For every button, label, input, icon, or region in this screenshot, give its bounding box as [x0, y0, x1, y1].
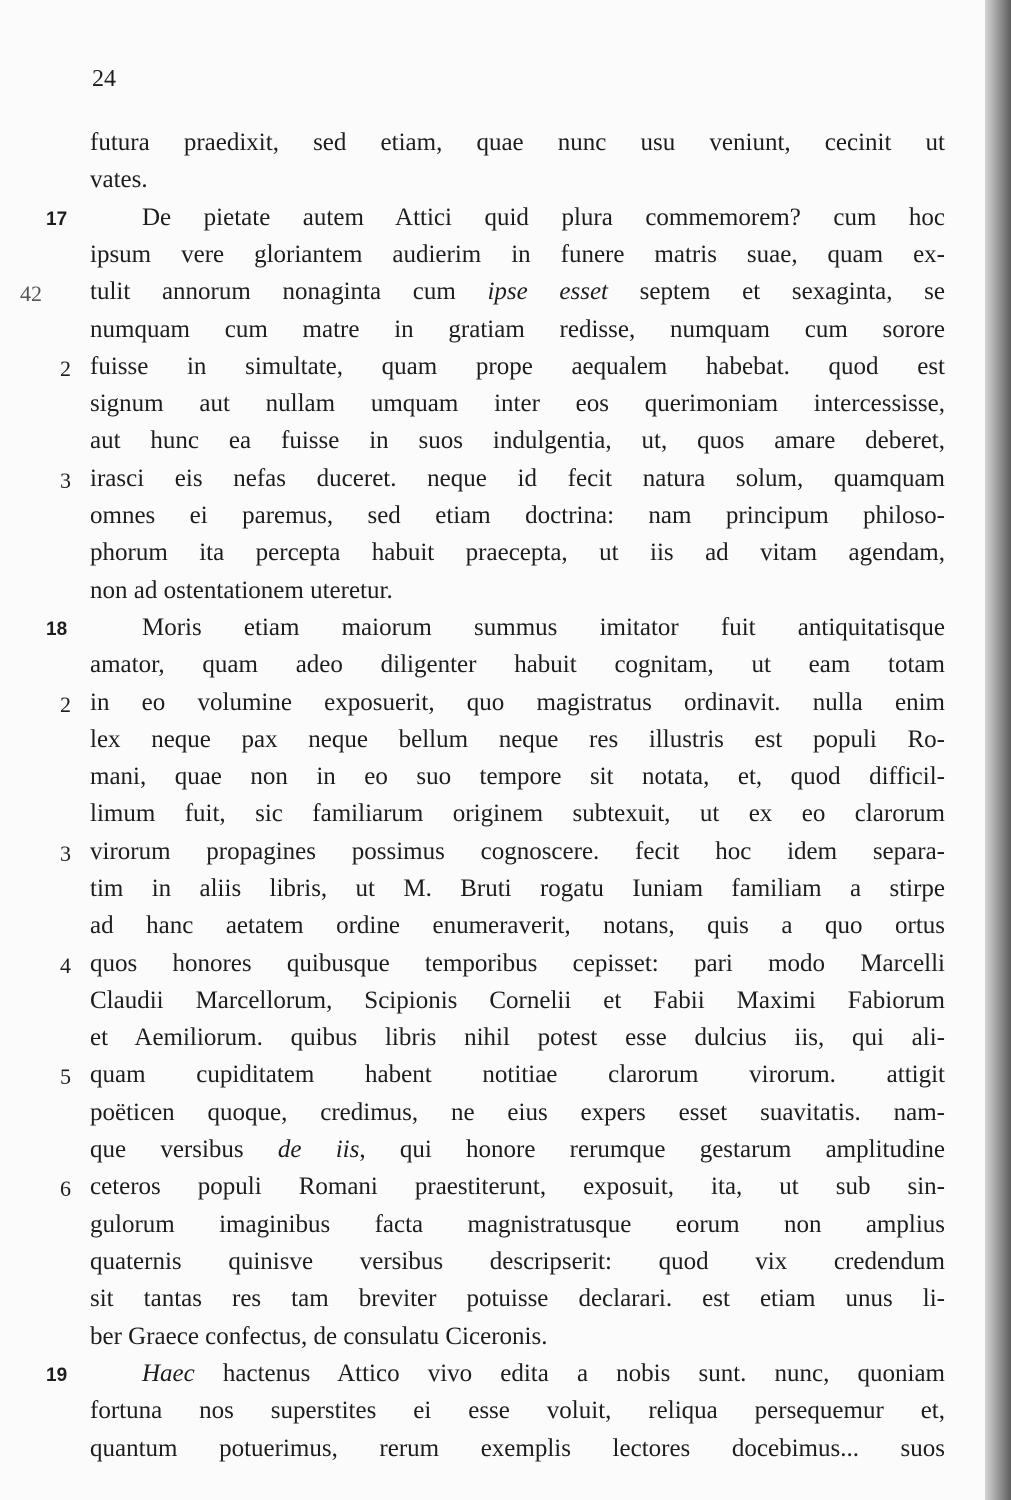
text-line	[0, 1247, 1011, 1277]
line-text: futura praedixit, sed etiam, quae nunc usu veniunt, cecinit ut	[90, 129, 945, 156]
line-text: quam cupiditatem habent notitiae clarorum virorum. attigit	[90, 1061, 945, 1088]
text-line	[0, 949, 1011, 979]
text-line	[0, 315, 1011, 345]
text-segment: , qui honore rerumque gestarum amplitudine	[359, 1136, 946, 1163]
line-text: vates.	[90, 166, 148, 193]
section-number: 2	[60, 692, 71, 717]
text-line	[0, 1135, 1011, 1165]
chapter-number: 18	[46, 619, 68, 640]
italic-segment: de iis	[277, 1136, 360, 1163]
line-text: quaternis quinisve versibus descripserit: quod vix credendum	[90, 1248, 945, 1275]
line-text: phorum ita percepta habuit praecepta, ut iis ad vitam agendam,	[90, 539, 945, 566]
line-text: virorum propagines possimus cognoscere. fecit hoc idem separa-	[90, 838, 945, 865]
section-number: 5	[60, 1064, 71, 1089]
line-text: ad hanc aetatem ordine enumeraverit, notans, quis a quo ortus	[90, 912, 945, 939]
line-text: lex neque pax neque bellum neque res illustris est populi Ro-	[90, 726, 945, 753]
text-line	[0, 1396, 1011, 1426]
line-text: De pietate autem Attici quid plura commemorem? cum hoc	[142, 204, 945, 231]
text-line	[0, 426, 1011, 456]
text-line	[0, 277, 1011, 307]
text-line	[0, 1060, 1011, 1090]
text-line	[0, 650, 1011, 680]
text-segment: que versibus	[90, 1136, 278, 1163]
text-line	[0, 1210, 1011, 1240]
line-text: quantum potuerimus, rerum exemplis lectores docebimus... suos	[90, 1435, 945, 1462]
text-segment: tulit annorum nonaginta cum	[90, 278, 488, 305]
section-number: 3	[60, 468, 71, 493]
page-number: 24	[92, 66, 116, 92]
text-line	[0, 799, 1011, 829]
line-text: ber Graece confectus, de consulatu Ciceronis.	[90, 1323, 548, 1350]
section-number: 2	[60, 356, 71, 381]
line-text: Moris etiam maiorum summus imitator fuit antiquitatisque	[142, 614, 945, 641]
italic-segment: ipse esset	[487, 278, 608, 305]
line-text: sit tantas res tam breviter potuisse declarari. est etiam unus li-	[90, 1285, 945, 1312]
text-line	[0, 874, 1011, 904]
line-text: ipsum vere gloriantem audierim in funere matris suae, quam ex-	[90, 241, 945, 268]
text-line	[0, 1023, 1011, 1053]
text-line	[0, 1434, 1011, 1464]
line-text: mani, quae non in eo suo tempore sit notata, et, quod difficil-	[90, 763, 945, 790]
text-line	[0, 389, 1011, 419]
line-text: Claudii Marcellorum, Scipionis Cornelii et Fabii Maximi Fabiorum	[90, 987, 945, 1014]
text-line	[0, 352, 1011, 382]
text-line	[0, 1172, 1011, 1202]
text-line	[0, 1322, 1011, 1352]
line-text: in eo volumine exposuerit, quo magistratus ordinavit. nulla enim	[90, 689, 945, 716]
text-line	[0, 1284, 1011, 1314]
line-text	[90, 277, 945, 307]
section-number: 4	[60, 953, 71, 978]
text-line	[0, 1098, 1011, 1128]
line-text: tim in aliis libris, ut M. Bruti rogatu Iuniam familiam a stirpe	[90, 875, 945, 902]
line-text: non ad ostentationem uteretur.	[90, 577, 393, 604]
text-line	[0, 725, 1011, 755]
line-text: numquam cum matre in gratiam redisse, numquam cum sorore	[90, 316, 945, 343]
line-text: poëticen quoque, credimus, ne eius expers esset suavitatis. nam-	[90, 1099, 945, 1126]
text-line	[0, 613, 1011, 643]
text-line	[0, 837, 1011, 867]
text-line	[0, 688, 1011, 718]
text-line	[0, 762, 1011, 792]
text-line	[0, 501, 1011, 531]
line-text: fortuna nos superstites ei esse voluit, reliqua persequemur et,	[90, 1397, 945, 1424]
line-text	[142, 1359, 945, 1389]
text-line	[0, 538, 1011, 568]
text-line	[0, 464, 1011, 494]
text-line	[0, 911, 1011, 941]
line-text: quos honores quibusque temporibus cepisset: pari modo Marcelli	[90, 950, 945, 977]
section-number: 6	[60, 1176, 71, 1201]
text-line	[0, 203, 1011, 233]
text-line	[0, 165, 1011, 195]
line-text: irasci eis nefas duceret. neque id fecit natura solum, quamquam	[90, 465, 945, 492]
chapter-number: 19	[46, 1365, 68, 1386]
line-text: omnes ei paremus, sed etiam doctrina: nam principum philoso-	[90, 502, 945, 529]
chapter-number: 17	[46, 209, 68, 230]
text-segment: hactenus Attico vivo edita a nobis sunt. nunc, quoniam	[194, 1360, 945, 1387]
section-number: 3	[60, 841, 71, 866]
text-line	[0, 240, 1011, 270]
text-line	[0, 128, 1011, 158]
text-line	[0, 986, 1011, 1016]
line-text: gulorum imaginibus facta magnistratusque eorum non amplius	[90, 1211, 945, 1238]
line-text: limum fuit, sic familiarum originem subtexuit, ut ex eo clarorum	[90, 800, 945, 827]
line-text	[90, 1135, 945, 1165]
side-reference-number: 42	[20, 281, 42, 306]
line-text: aut hunc ea fuisse in suos indulgentia, ut, quos amare deberet,	[90, 427, 945, 454]
text-line	[0, 1359, 1011, 1389]
line-text: signum aut nullam umquam inter eos querimoniam intercessisse,	[90, 390, 945, 417]
line-text: ceteros populi Romani praestiterunt, exposuit, ita, ut sub sin-	[90, 1173, 945, 1200]
text-segment: septem et sexaginta, se	[608, 278, 946, 305]
italic-segment: Haec	[142, 1360, 195, 1387]
text-line	[0, 576, 1011, 606]
line-text: et Aemiliorum. quibus libris nihil potest esse dulcius iis, qui ali-	[90, 1024, 945, 1051]
line-text: fuisse in simultate, quam prope aequalem habebat. quod est	[90, 353, 945, 380]
line-text: amator, quam adeo diligenter habuit cognitam, ut eam totam	[90, 651, 945, 678]
